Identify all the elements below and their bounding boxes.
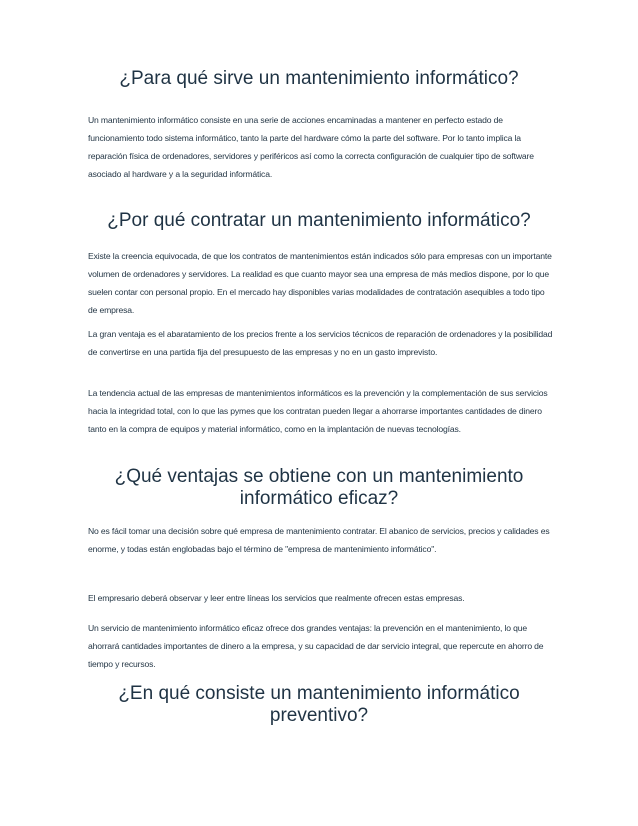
section-2-paragraph-1: Existe la creencia equivocada, de que los contratos de mantenimientos están indicados sólo para empresas con un importante volumen de ordenadores y servidores. La realidad es que cuanto mayor sea una empresa de más medios dispone, por lo que suelen contar con personal propio. En el mercado hay disponibles varias modalidades de contratación asequibles a todo tipo de empresa.	[88, 251, 552, 315]
section-1-paragraph-1: Un mantenimiento informático consiste en una serie de acciones encaminadas a mantener en perfecto estado de funcionamiento todo sistema informático, tanto la parte del hardware cómo la parte del software. Por lo tanto implica la reparación física de ordenadores, servidores y periféricos así como la correcta configuración de cualquier tipo de software asociado al hardware y a la seguridad informática.	[88, 115, 534, 179]
section-2-heading: ¿Por qué contratar un mantenimiento informático?	[107, 210, 531, 231]
section-2-paragraph-2: La gran ventaja es el abaratamiento de los precios frente a los servicios técnicos de reparación de ordenadores y la posibilidad de convertirse en una partida fija del presupuesto de las empresas y no en un gasto imprevisto.	[88, 329, 553, 357]
section-4-heading: ¿En qué consiste un mantenimiento informático preventivo?	[118, 683, 520, 726]
section-3-paragraph-2: El empresario deberá observar y leer entre líneas los servicios que realmente ofrecen estas empresas.	[88, 593, 465, 603]
section-3-heading: ¿Qué ventajas se obtiene con un mantenimiento informático eficaz?	[114, 466, 524, 509]
section-3-paragraph-3: Un servicio de mantenimiento informático eficaz ofrece dos grandes ventajas: la prevención en el mantenimiento, lo que ahorrará cantidades importantes de dinero a la empresa, y su capacidad de dar servicio integral, que repercute en ahorro de tiempo y recursos.	[88, 623, 544, 669]
section-3-paragraph-1: No es fácil tomar una decisión sobre qué empresa de mantenimiento contratar. El abanico de servicios, precios y calidades es enorme, y todas están englobadas bajo el término de "empresa de mantenimiento informático".	[88, 526, 550, 554]
section-1-heading: ¿Para qué sirve un mantenimiento informático?	[119, 68, 519, 89]
section-2-paragraph-3: La tendencia actual de las empresas de mantenimientos informáticos es la prevención y la complementación de sus servicios hacia la integridad total, con lo que las pymes que los contratan pueden llegar a ahorrarse importantes cantidades de dinero tanto en la compra de equipos y material informático, como en la implantación de nuevas tecnologías.	[88, 388, 548, 434]
